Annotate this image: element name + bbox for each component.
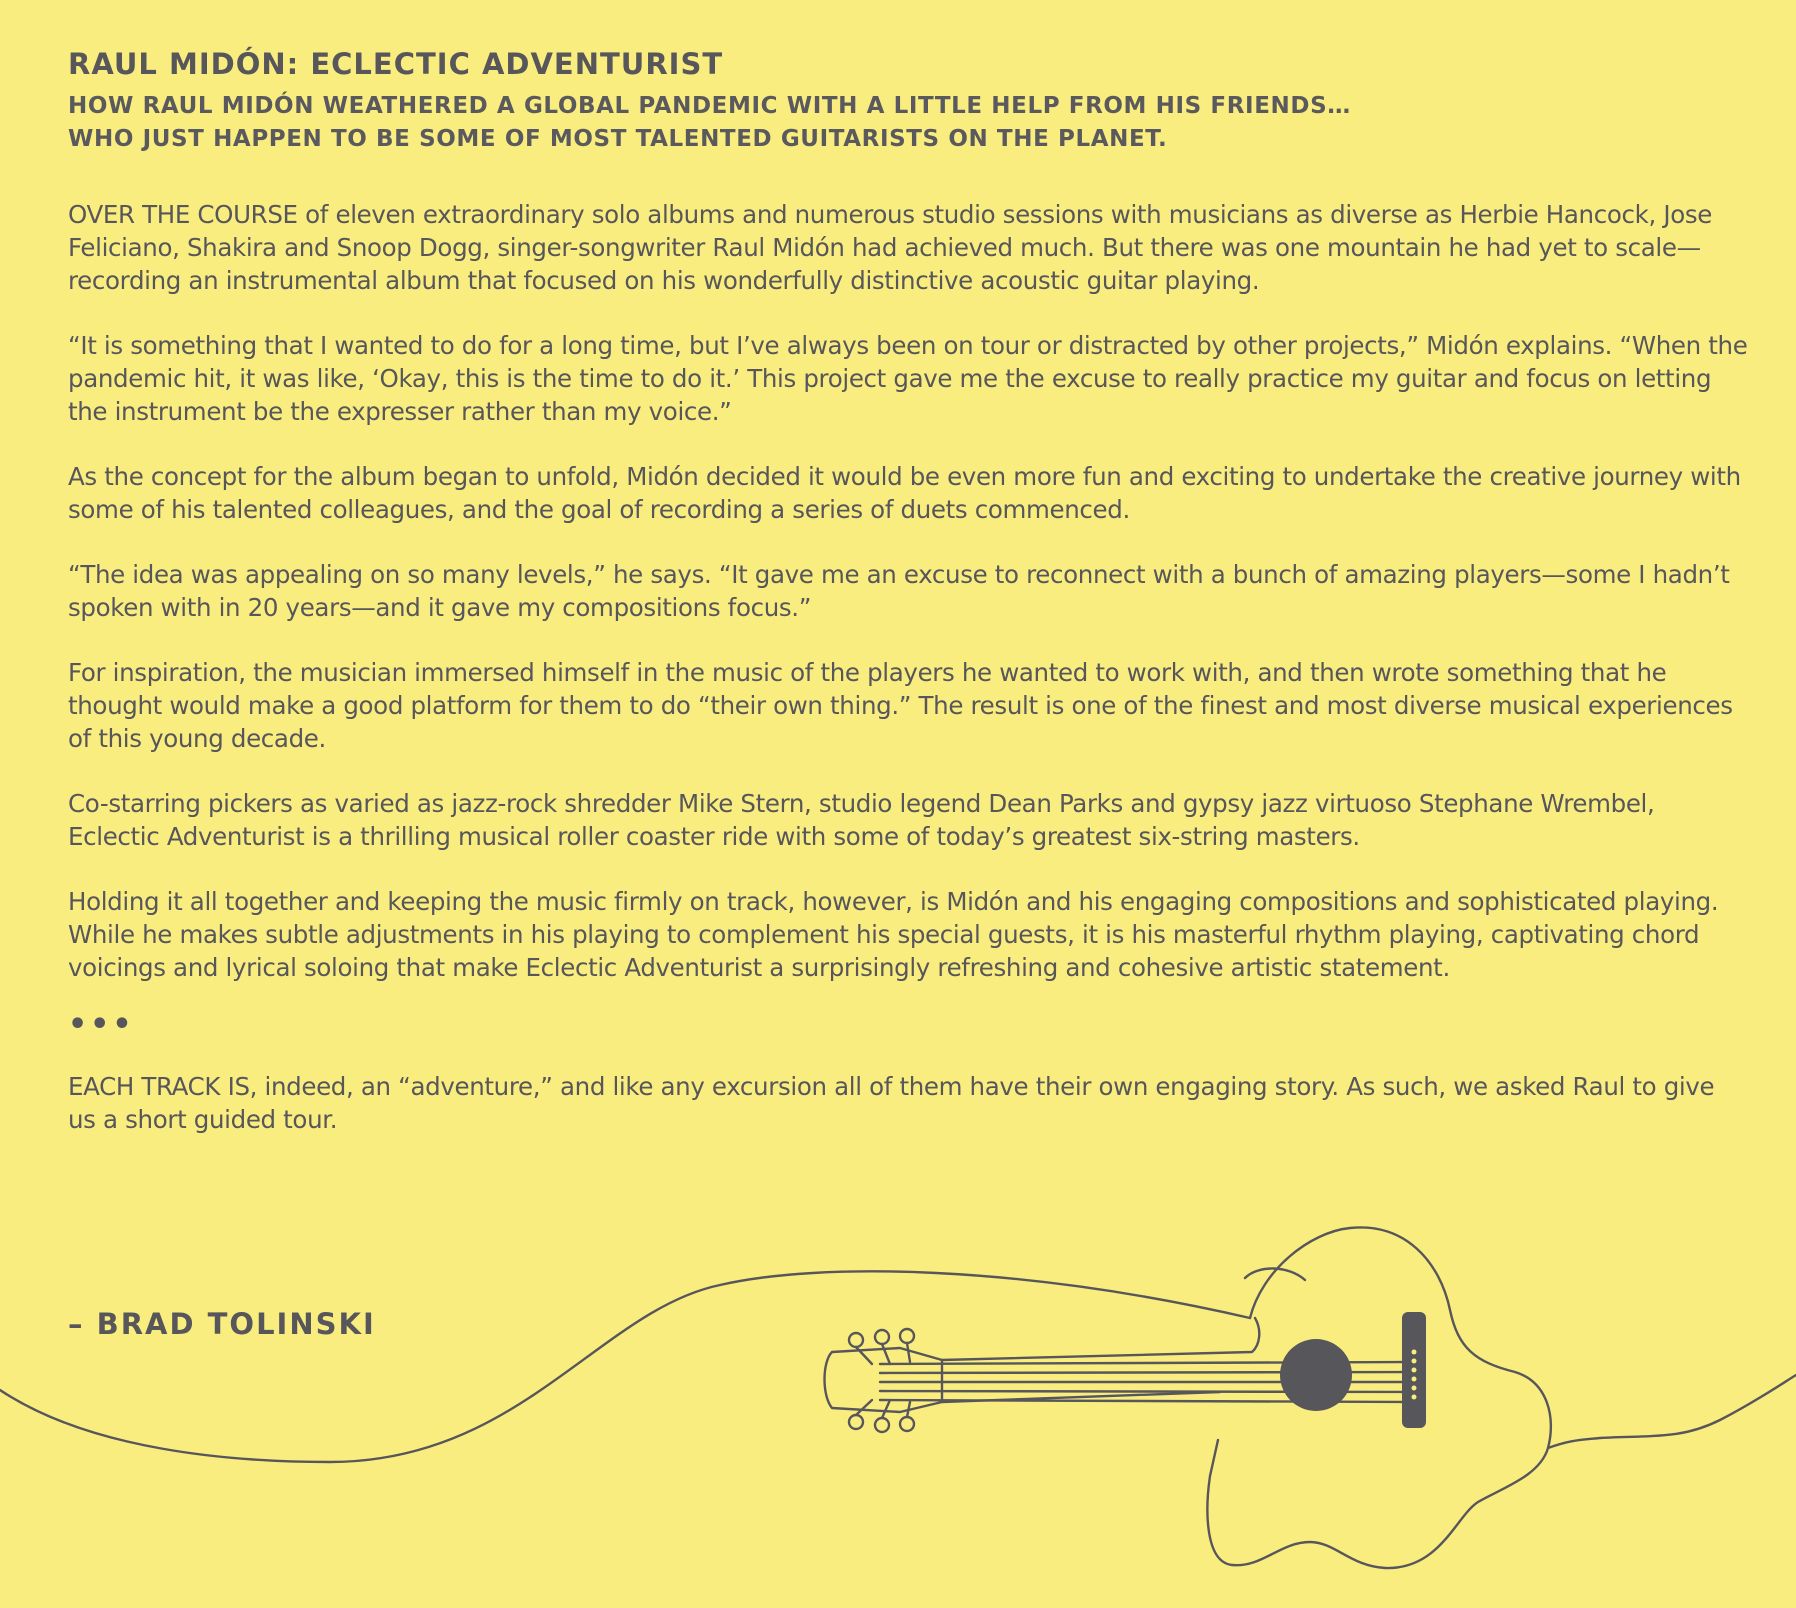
paragraph: OVER THE COURSE of eleven extraordinary solo albums and numerous studio sessions with musicians as diverse as Herbie Hancock, Jose Feliciano, Shakira and Snoop Dogg, singer-songwriter Raul Midón had achieved much. But there was one mountain he had yet to scale—recording an instrumental album that focused on his wonderfully distinctive acoustic guitar playing. bbox=[68, 200, 1712, 295]
paragraph: As the concept for the album began to unfold, Midón decided it would be even more fun and exciting to undertake the creative journey with some of his talented colleagues, and the goal of recording a series of duets commenced. bbox=[68, 462, 1741, 524]
cable-left-line bbox=[0, 1271, 1250, 1462]
article-title: RAUL MIDÓN: ECLECTIC ADVENTURIST bbox=[68, 47, 724, 81]
paragraph: For inspiration, the musician immersed himself in the music of the players he wanted to work with, and then wrote something that he thought would make a good platform for them to do “their own thing.” The result is one of the finest and most diverse musical experiences of this young decade. bbox=[68, 658, 1733, 753]
section-separator: ••• bbox=[68, 1007, 135, 1042]
subtitle-line-2: WHO JUST HAPPEN TO BE SOME OF MOST TALENTED GUITARISTS ON THE PLANET. bbox=[68, 126, 1168, 152]
subtitle-line-1: HOW RAUL MIDÓN WEATHERED A GLOBAL PANDEMIC WITH A LITTLE HELP FROM HIS FRIENDS… bbox=[68, 93, 1351, 119]
guitar-body-outline bbox=[1207, 1227, 1550, 1568]
cable-right-line bbox=[1548, 1375, 1796, 1448]
paragraph: Holding it all together and keeping the music firmly on track, however, is Midón and his engaging compositions and sophisticated playing. While he makes subtle adjustments in his playing to complement his special guests, it is his masterful rhythm playing, captivating chord voicings and lyrical soloing that make Eclectic Adventurist a surprisingly refreshing and cohesive artistic statement. bbox=[68, 887, 1719, 982]
paragraph: Co-starring pickers as varied as jazz-rock shredder Mike Stern, studio legend Dean Parks and gypsy jazz virtuoso Stephane Wrembel, Eclectic Adventurist is a thrilling musical roller coaster ride with some of today’s greatest six-string masters. bbox=[68, 789, 1655, 851]
closing-paragraph: EACH TRACK IS, indeed, an “adventure,” and like any excursion all of them have their own engaging story. As such, we asked Raul to give us a short guided tour. bbox=[68, 1072, 1715, 1134]
author-byline: – BRAD TOLINSKI bbox=[68, 1307, 376, 1341]
paragraph: “The idea was appealing on so many levels,” he says. “It gave me an excuse to reconnect with a bunch of amazing players—some I hadn’t spoken with in 20 years—and it gave my compositions focus.” bbox=[68, 560, 1730, 622]
guitar-headstock-outline bbox=[825, 1348, 943, 1412]
guitar-neck-outline bbox=[942, 1318, 1259, 1402]
sound-hole-icon bbox=[1280, 1339, 1352, 1411]
paragraph: “It is something that I wanted to do for a long time, but I’ve always been on tour or distracted by other projects,” Midón explains. “When the pandemic hit, it was like, ‘Okay, this is the time to do it.’ This project gave me the excuse to really practice my guitar and focus on letting the instrument be the expresser rather than my voice.” bbox=[68, 331, 1748, 426]
